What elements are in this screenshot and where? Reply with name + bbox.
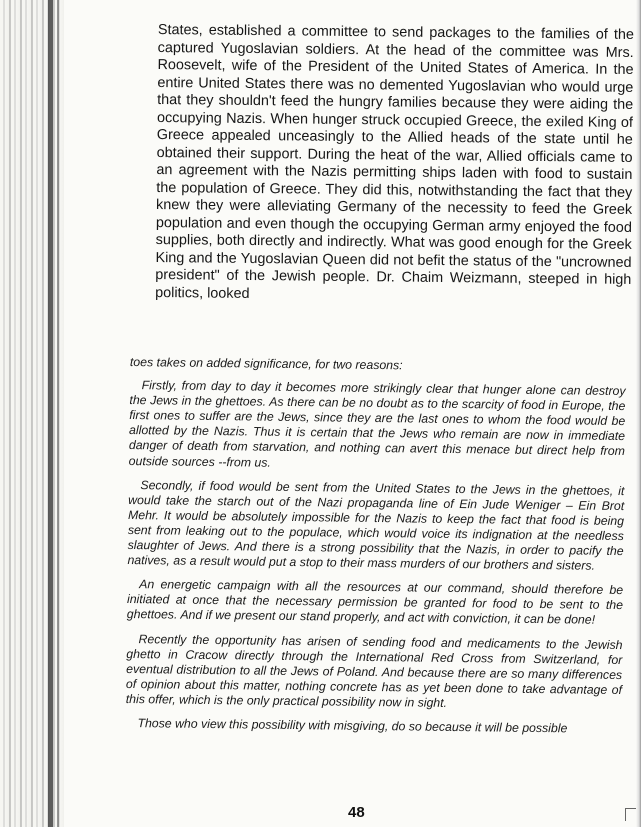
paragraph-red-cross: Recently the opportunity has arisen of sending food and medicaments to the Jewish ghetto in Cracow directly through the International Red Cross from Switzerland, for eventual distribution to all the Jews of Poland. And because there are so many differences of opinion about this matter, nothing concrete has as yet been done to take advantage of this offer, which is the only practical possibility now in sight. (125, 631, 623, 710)
paragraph-secondly: Secondly, if food would be sent from the United States to the Jews in the ghettoes, it would take the starch out of the Nazi propaganda line of Ein Jude Weniger – Ein Brot Mehr. It would be absolutely impossible for the Nazis to keep the fact that food is being sent from leaking out to the populace, which would voice its indignation at the needless slaughter of Jews. And there is a strong possibility that the Nazis, in order to pacify the natives, as a result would put a stop to their mass murders of our brothers and sisters. (127, 477, 625, 573)
upper-paragraph: States, established a committee to send packages to the families of the captured Yugoslavian soldiers. At the head of the committee was Mrs. Roosevelt, wife of the President of the United States of America. In the entire United States there was no demented Yugoslavian who would urge that they shouldn't feed the hungry families because they were aiding the occupying Nazis. When hunger struck occupied Greece, the exiled King of Greece appealed unceasingly to the Allied heads of the state until he obtained their support. During the heat of the war, Allied officials came to an agreement with the Nazis permitting ships laden with food to sustain the population of Greece. They did this, notwithstanding the fact that they knew they were alleviating Germany of the necessity to feed the Greek population and even though the occupying German army enjoyed the food supplies, both directly and indirectly. What was good enough for the Greek King and the Yugoslavian Queen did not befit the status of the "uncrowned president" of the Jewish people. Dr. Chaim Weizmann, steeped in high politics, looked (155, 22, 634, 302)
scan-binding-line (57, 0, 59, 827)
page-right-edge (636, 0, 641, 827)
paragraph-firstly: Firstly, from day to day it becomes more strikingly clear that hunger alone can destroy the Jews in the ghettoes. As there can be no doubt as to the scarcity of food in Europe, the first ones to suffer are the Jews, since they are the last ones to whom the food would be allotted by the Nazis. Thus it is certain that the Jews who remain are now in immediate danger of death from starvation, and nothing can avert this menace but direct help from outside sources --from us. (128, 378, 626, 470)
lower-text-block (125, 355, 626, 737)
paragraph-campaign: An energetic campaign with all the resources at our command, should therefore be initiated at once that the necessary permission be granted for food to be sent to the ghettoes. And if we present our stand properly, and act with conviction, it can be done! (126, 577, 624, 628)
lead-line: toes takes on added significance, for two reasons: (129, 355, 403, 373)
page-number: 48 (348, 804, 365, 821)
scan-binding-edge (0, 0, 64, 827)
scan-corner-mark (625, 808, 636, 821)
paragraph-misgiving: Those who view this possibility with misgiving, do so because it will be possible (137, 716, 568, 736)
book-spine-shadow (48, 0, 53, 827)
upper-text-block (155, 22, 634, 307)
